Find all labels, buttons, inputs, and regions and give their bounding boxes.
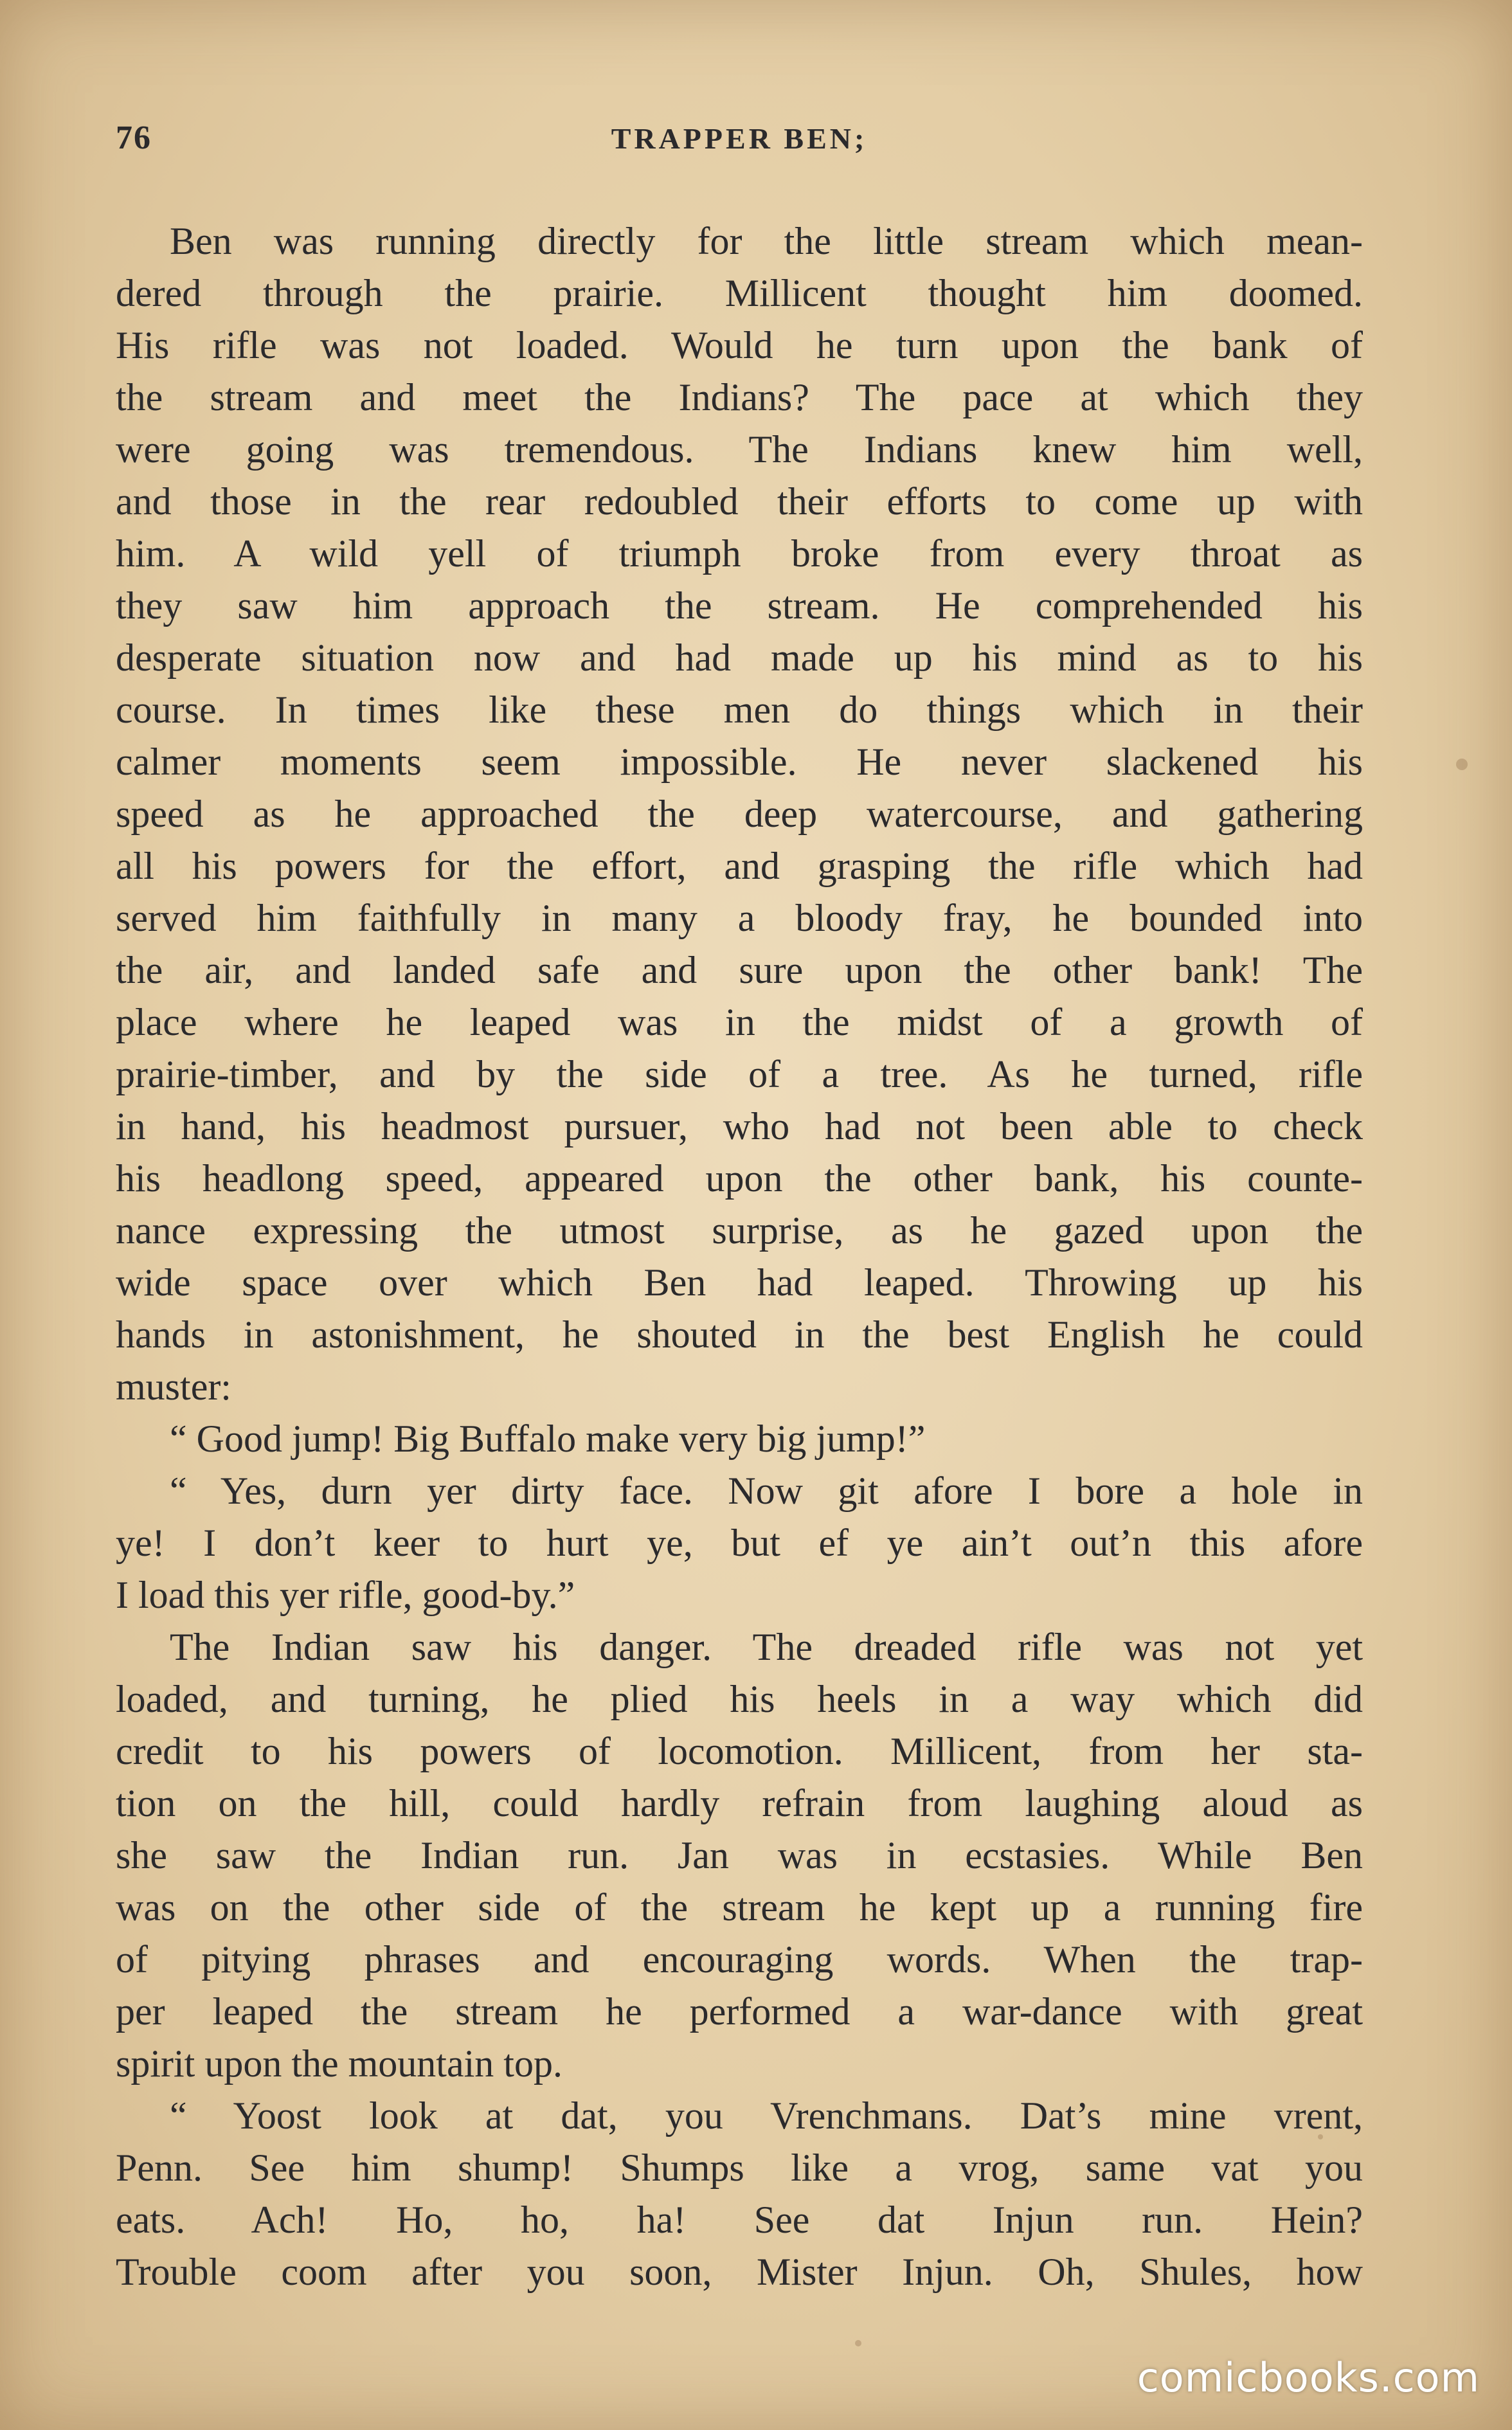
text-line: was on the other side of the stream he kept up a running fire <box>116 1886 1363 1929</box>
text-line: all his powers for the effort, and grasping the rifle which had <box>116 845 1363 887</box>
text-line: tion on the hill, could hardly refrain from laughing aloud as <box>116 1782 1363 1824</box>
dialogue-line: “ Yes, durn yer dirty face. Now git afore I bore a hole in <box>170 1470 1363 1512</box>
text-line: she saw the Indian run. Jan was in ecstasies. While Ben <box>116 1834 1363 1877</box>
text-line: calmer moments seem impossible. He never slackened his <box>116 741 1363 783</box>
body-text <box>116 215 1363 2298</box>
text-line: the stream and meet the Indians? The pace at which they <box>116 376 1363 419</box>
text-line: course. In times like these men do things which in their <box>116 688 1363 731</box>
text-line: spirit upon the mountain top. <box>116 2042 562 2085</box>
text-line: wide space over which Ben had leaped. Throwing up his <box>116 1261 1363 1304</box>
text-line: eats. Ach! Ho, ho, ha! See dat Injun run. Hein? <box>116 2199 1363 2241</box>
text-line: place where he leaped was in the midst of a growth of <box>116 1001 1363 1043</box>
text-line: hands in astonishment, he shouted in the best English he could <box>116 1313 1363 1356</box>
text-line: served him faithfully in many a bloody fray, he bounded into <box>116 897 1363 939</box>
text-line: speed as he approached the deep watercourse, and gathering <box>116 793 1363 835</box>
text-line: per leaped the stream he performed a war-dance with great <box>116 1990 1363 2033</box>
page-header <box>116 119 1363 170</box>
text-line: dered through the prairie. Millicent thought him doomed. <box>116 272 1363 314</box>
text-line: credit to his powers of locomotion. Millicent, from her sta- <box>116 1730 1363 1772</box>
text-line: The Indian saw his danger. The dreaded rifle was not yet <box>170 1626 1363 1668</box>
paper-stain <box>1456 759 1468 770</box>
text-line: the air, and landed safe and sure upon the other bank! The <box>116 949 1363 991</box>
dialogue-line: “ Good jump! Big Buffalo make very big jump!” <box>170 1418 926 1460</box>
text-line: his headlong speed, appeared upon the other bank, his counte- <box>116 1157 1363 1200</box>
text-line: in hand, his headmost pursuer, who had not been able to check <box>116 1105 1363 1148</box>
running-head: TRAPPER BEN; <box>611 122 868 155</box>
text-line: ye! I don’t keer to hurt ye, but ef ye ain’t out’n this afore <box>116 1522 1363 1564</box>
text-line: they saw him approach the stream. He comprehended his <box>116 584 1363 627</box>
watermark: comicbooks.com <box>1137 2354 1480 2401</box>
text-line: nance expressing the utmost surprise, as he gazed upon the <box>116 1209 1363 1252</box>
text-line: Ben was running directly for the little stream which mean- <box>170 220 1363 262</box>
text-line: desperate situation now and had made up his mind as to his <box>116 636 1363 679</box>
text-line: loaded, and turning, he plied his heels in a way which did <box>116 1678 1363 1720</box>
text-line: muster: <box>116 1365 231 1408</box>
text-line: and those in the rear redoubled their efforts to come up with <box>116 480 1363 523</box>
text-line: of pitying phrases and encouraging words. When the trap- <box>116 1938 1363 1981</box>
text-line: His rifle was not loaded. Would he turn upon the bank of <box>116 324 1363 366</box>
text-line: him. A wild yell of triumph broke from every throat as <box>116 532 1363 575</box>
paper-stain <box>855 2340 861 2346</box>
dialogue-line: “ Yoost look at dat, you Vrenchmans. Dat’s mine vrent, <box>170 2094 1363 2137</box>
text-line: Trouble coom after you soon, Mister Injun. Oh, Shules, how <box>116 2251 1363 2293</box>
text-line: I load this yer rifle, good-by.” <box>116 1574 575 1616</box>
text-line: prairie-timber, and by the side of a tree. As he turned, rifle <box>116 1053 1363 1095</box>
text-line: were going was tremendous. The Indians knew him well, <box>116 428 1363 471</box>
page-number: 76 <box>116 120 152 156</box>
text-line: Penn. See him shump! Shumps like a vrog, same vat you <box>116 2146 1363 2189</box>
